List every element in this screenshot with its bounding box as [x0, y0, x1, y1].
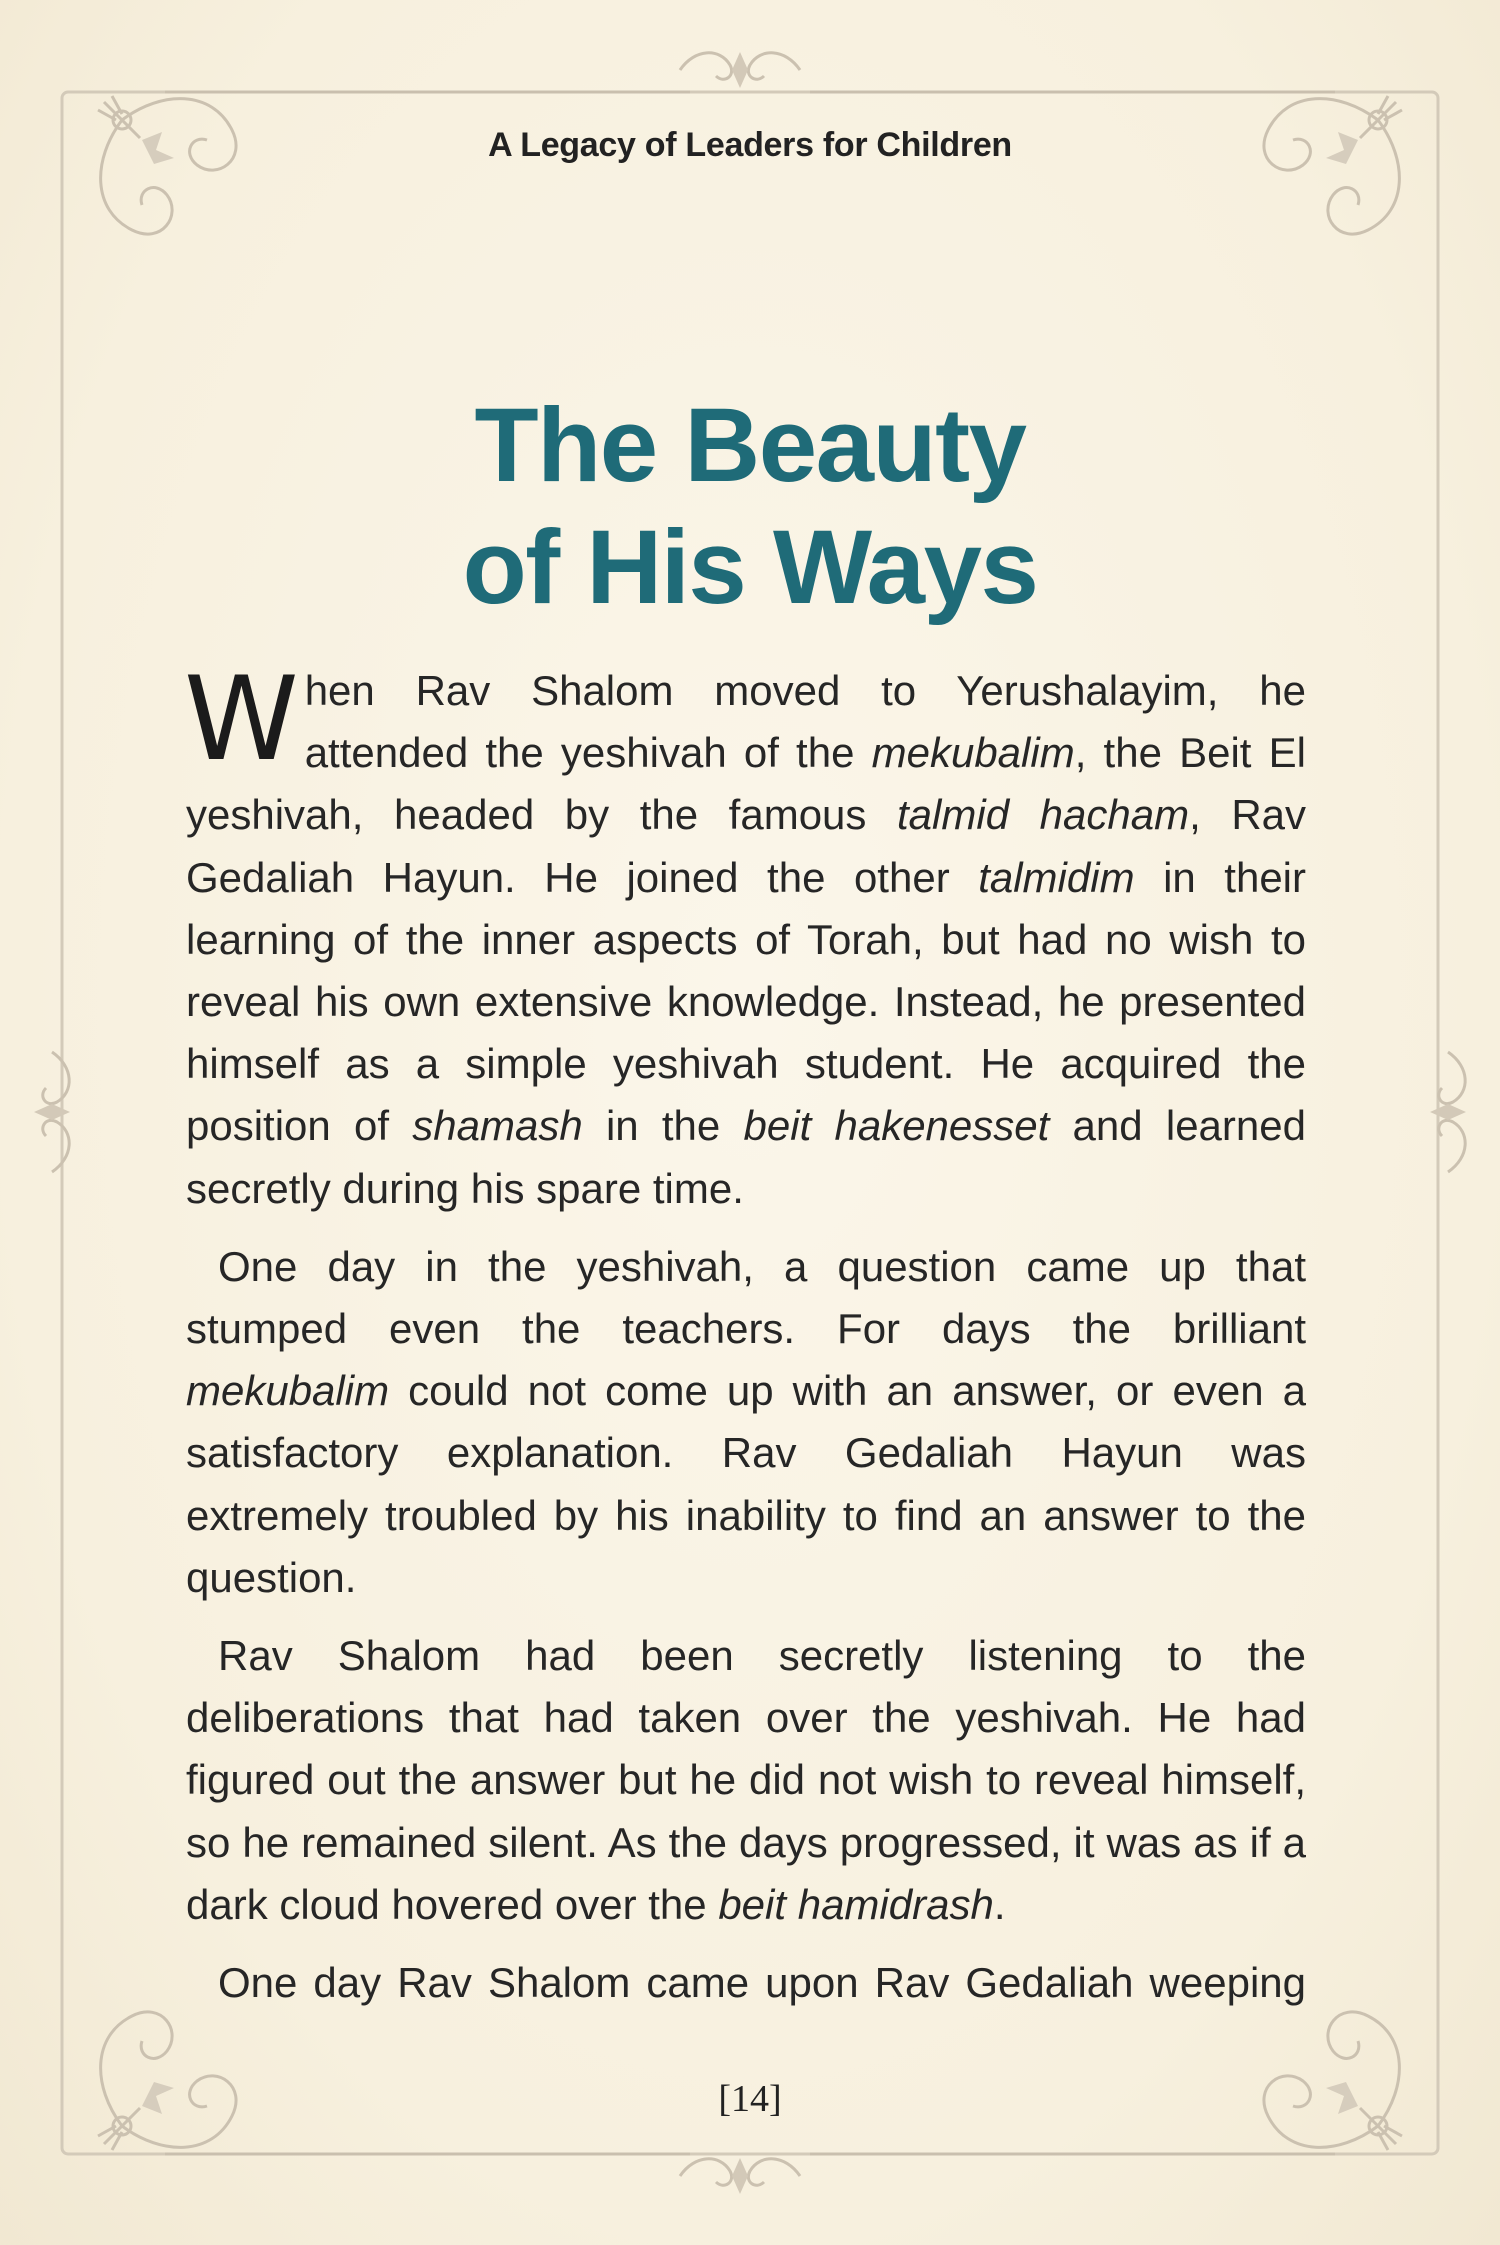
text-run: could not come up with an answer, or even a satisfactory explanation. Rav Gedaliah Hayun was extremely troubled by his inability to find an answer to the question. [186, 1367, 1306, 1601]
paragraph-1 [184, 652, 1307, 1220]
body-text [184, 652, 1307, 2030]
italic-term: talmid hacham [897, 791, 1190, 839]
paragraph-3 [186, 1625, 1306, 1936]
italic-term: beit hakenesset [743, 1102, 1050, 1150]
italic-term: mekubalim [871, 729, 1075, 777]
text-run: , the Beit El yeshivah, headed by the famous [186, 729, 1306, 839]
text-run: in their learning of the inner aspects of Torah, but had no wish to reveal his own extensive knowledge. Instead, he presented himself as a simple yeshivah student. He acquired the position of [186, 853, 1306, 1150]
drop-cap: W [184, 652, 299, 787]
text-run: and learned secretly during his spare time. [186, 1102, 1306, 1212]
chapter-title-line-1: The Beauty [474, 387, 1026, 504]
paragraph-4 [186, 1952, 1306, 2014]
text-run: . [993, 1880, 1006, 1928]
text-run: , Rav Gedaliah Hayun. He joined the other [186, 791, 1307, 901]
text-run: One day Rav Shalom came upon Rav Gedaliah weeping [218, 1959, 1306, 2007]
chapter-title [0, 385, 1500, 629]
running-header: A Legacy of Leaders for Children [488, 126, 1012, 164]
italic-term: beit hamidrash [718, 1880, 994, 1928]
text-run: Rav Shalom had been secretly listening to the deliberations that had taken over the yeshivah. He had figured out the answer but he did not wish to reveal himself, so he remained silent. As the days progressed, it was as if a dark cloud hovered over the [186, 1632, 1306, 1928]
text-run: hen Rav Shalom moved to Yerushalayim, he attended the yeshivah of the [304, 667, 1306, 777]
italic-term: talmidim [978, 853, 1135, 901]
paragraph-2 [186, 1236, 1306, 1609]
page-number: [14] [718, 2078, 782, 2120]
chapter-title-line-2: of His Ways [462, 509, 1038, 626]
italic-term: mekubalim [186, 1367, 390, 1415]
text-run: in the [582, 1102, 744, 1150]
italic-term: shamash [412, 1102, 583, 1150]
text-run: One day in the yeshivah, a question came up that stumped even the teachers. For days the brilliant [186, 1242, 1306, 1353]
